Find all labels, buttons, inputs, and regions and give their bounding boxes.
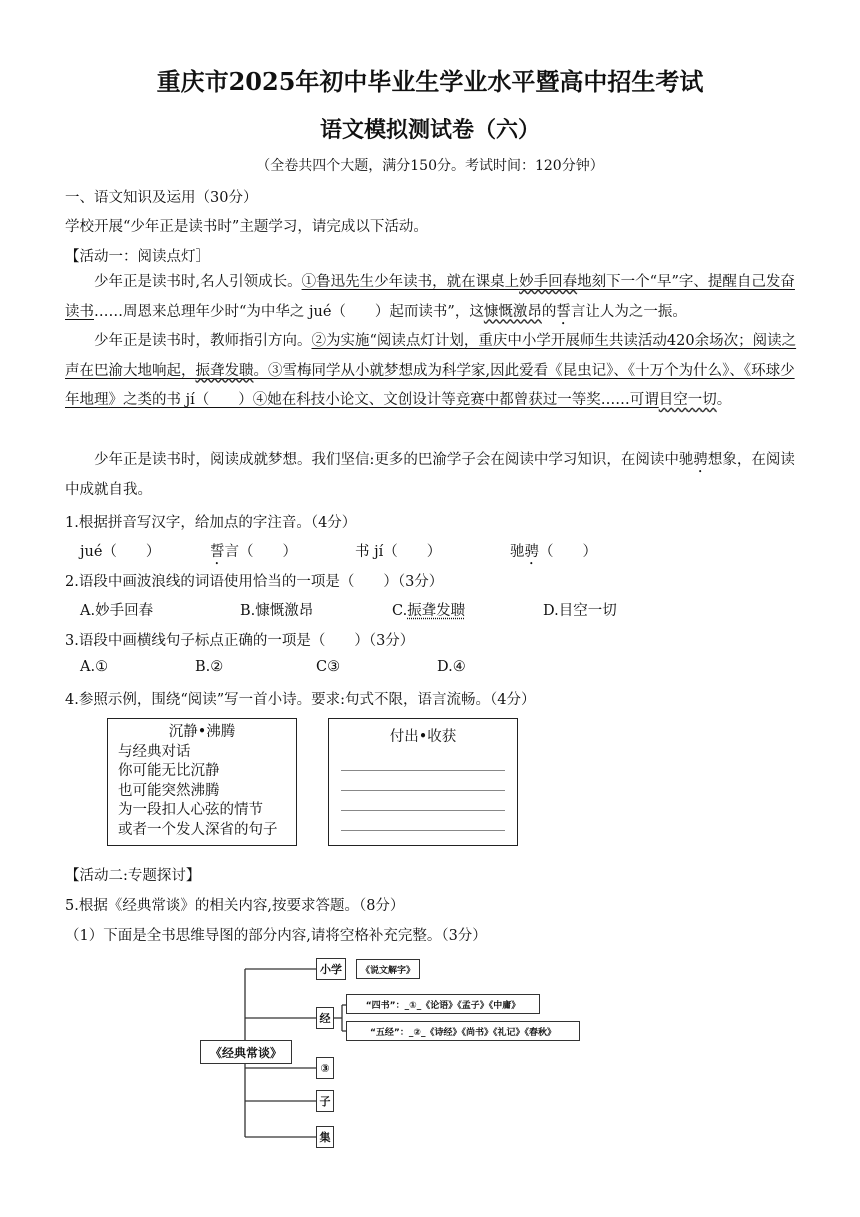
poem-line: 也可能突然沸腾: [118, 782, 220, 799]
mindmap-node-blank-3[interactable]: ③: [316, 1057, 334, 1079]
q2-option-d: D.目空一切: [543, 603, 617, 619]
q1-item-ji: 书 jí（ ）: [355, 544, 442, 560]
mindmap-leaf-wujing: “五经”：_②_《诗经》《尚书》《礼记》《春秋》: [346, 1021, 580, 1041]
question-5-1: （1）下面是全书思维导图的部分内容,请将空格补充完整。（3分）: [65, 928, 487, 944]
section-heading: 一、语文知识及运用（30分）: [65, 190, 258, 206]
question-5: 5.根据《经典常谈》的相关内容,按要求答题。（8分）: [65, 898, 405, 914]
underlined-sentence-1: ①鲁迅先生少年读书，就在课桌上妙手回春地刻下一个“早”字、提醒自己发奋读书: [65, 274, 795, 320]
mindmap-node-jing: 经: [316, 1007, 334, 1029]
poem-line: 为一段扣人心弦的情节: [118, 802, 263, 818]
q1-item-shiyan: 誓言（ ）: [210, 544, 297, 560]
wavy-term-2: 慷慨激昂: [483, 303, 542, 320]
poem-line: 或者一个发人深省的句子: [118, 821, 278, 838]
mindmap-root: 《经典常谈》: [200, 1040, 292, 1064]
q3-option-c: C③: [316, 659, 341, 675]
mindmap-node-ji: 集: [316, 1126, 334, 1148]
q3-option-a: A.①: [80, 659, 109, 675]
wavy-term-4: 目空一切: [658, 392, 717, 408]
wavy-term-3: 振聋发聩: [195, 362, 254, 379]
mindmap-leaf-shuowen: 《说文解字》: [356, 959, 420, 979]
mindmap-leaf-sishu: “四书”：_①_《论语》《孟子》《中庸》: [346, 994, 540, 1014]
paragraph-1: 少年正是读书时,名人引领成长。①鲁迅先生少年读书，就在课桌上妙手回春地刻下一个“早”字、提醒自己发奋读书……周恩来总理年少时“为中华之 jué（ ）起而读书”，这慷慨激昂的誓言让人为之一振。: [65, 274, 795, 320]
question-4: 4.参照示例，围绕“阅读”写一首小诗。要求:句式不限，语言流畅。（4分）: [65, 692, 536, 708]
poem-line: 你可能无比沉静: [118, 763, 220, 779]
mindmap-node-zi: 子: [316, 1090, 334, 1112]
question-1: 1.根据拼音写汉字，给加点的字注音。（4分）: [65, 515, 357, 531]
exam-info: （全卷共四个大题，满分150分。考试时间：120分钟）: [256, 158, 604, 174]
poem-line: 与经典对话: [118, 743, 191, 760]
q3-option-d: D.④: [437, 659, 466, 675]
q2-option-b: B.慷慨激昂: [240, 603, 314, 619]
dotted-char-shi: 誓: [556, 303, 571, 320]
question-2: 2.语段中画波浪线的词语使用恰当的一项是（ ）（3分）: [65, 574, 444, 590]
dotted-char-cheng: 骋: [693, 452, 708, 468]
paragraph-3: 少年正是读书时，阅读成就梦想。我们坚信:更多的巴渝学子会在阅读中学习知识，在阅读中驰骋想象，在阅读中成就自我。: [65, 452, 795, 498]
underlined-sentence-2: ②为实施“阅读点灯计划，重庆中小学开展师生共读活动420余场次；阅读之声在巴渝大地响起，振聋发聩。③雪梅同学从小就梦想成为科学家,因此爱看《昆虫记》、《十万个为什么》、《环球少年地理》之类的书 jí（ ）④她在科技小论文、文创设计等竞赛中都曾获过一等奖……可谓: [65, 333, 797, 408]
q3-option-b: B.②: [195, 659, 224, 675]
mindmap-node-xiaoxue: 小学: [316, 958, 346, 980]
q2-option-c: C.振聋发聩: [392, 603, 466, 619]
poem-answer-title: 付出•收获: [389, 729, 457, 745]
exam-subtitle: 语文模拟测试卷（六）: [319, 117, 540, 143]
question-3: 3.语段中画横线句子标点正确的一项是（ ）（3分）: [65, 633, 415, 649]
activity2-heading: 【活动二:专题探讨】: [65, 868, 201, 884]
section-intro: 学校开展“少年正是读书时”主题学习，请完成以下活动。: [65, 219, 428, 235]
q2-option-a: A.妙手回春: [80, 603, 154, 619]
wavy-term-1: 妙手回春: [519, 274, 578, 290]
q1-item-jue: jué（ ）: [80, 544, 161, 560]
q1-item-chicheng: 驰骋（ ）: [510, 544, 597, 560]
exam-title: 重庆市2025年初中毕业生学业水平暨高中招生考试: [156, 67, 704, 96]
activity1-heading: 【活动一：阅读点灯］: [65, 249, 210, 265]
paragraph-2: 少年正是读书时，教师指引方向。②为实施“阅读点灯计划，重庆中小学开展师生共读活动420余场次；阅读之声在巴渝大地响起，振聋发聩。③雪梅同学从小就梦想成为科学家,因此爱看《昆虫记》、《十万个为什么》、《环球少年地理》之类的书 jí（ ）④她在科技小论文、文创设计等竞赛中都曾获过一等奖……可谓目空一切。: [65, 333, 797, 408]
poem-example-title: 沉静•沸腾: [168, 724, 236, 740]
